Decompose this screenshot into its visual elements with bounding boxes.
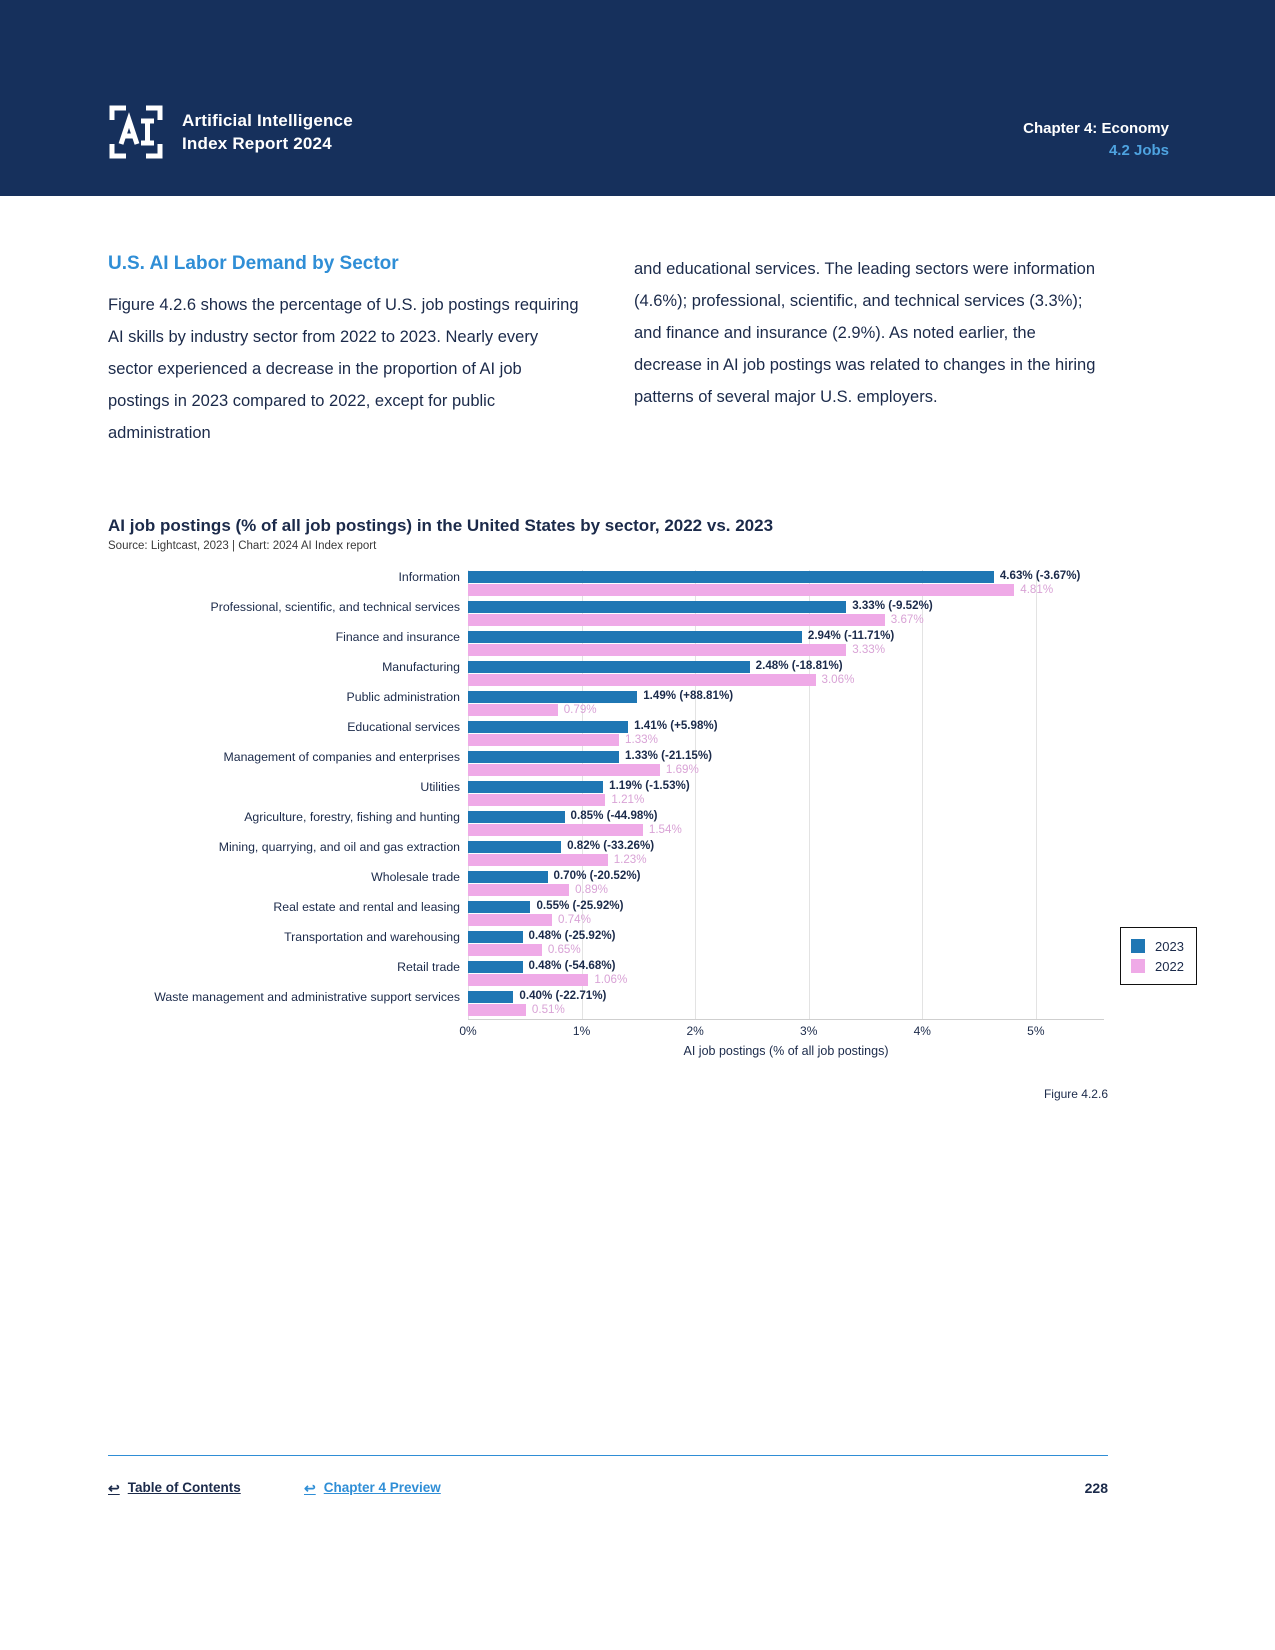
category-label: Professional, scientific, and technical services — [210, 600, 460, 614]
bar-2022 — [468, 614, 885, 626]
category-label: Waste management and administrative support services — [154, 990, 460, 1004]
bar-2023 — [468, 631, 802, 643]
chart-row — [420, 779, 1104, 810]
bar-value-label-2022: 1.33% — [625, 733, 658, 746]
chart-row — [347, 719, 1104, 750]
legend-label-2023: 2023 — [1155, 938, 1184, 954]
bar-2022 — [468, 734, 619, 746]
page-number: 228 — [1084, 1480, 1108, 1496]
right-column — [634, 251, 1108, 449]
category-label: Educational services — [347, 720, 460, 734]
back-arrow-icon: ↩ — [108, 1479, 120, 1496]
bar-chart — [108, 562, 1184, 1101]
chart-row — [397, 959, 1104, 990]
figure-title: AI job postings (% of all job postings) in the United States by sector, 2022 vs. 2023 — [108, 516, 774, 535]
page-header — [0, 0, 1275, 196]
bar-2022 — [468, 974, 588, 986]
chart-row — [371, 869, 1104, 900]
right-body-paragraph: and educational services. The leading sectors were information (4.6%); professional, scientific, and technical services (3.3%); and finance and insurance (2.9%). As noted earlier, the decrease in AI job postings was related to changes in the hiring patterns of several major U.S. employers. — [634, 260, 1096, 406]
bar-value-label-2023: 1.41% (+5.98%) — [634, 719, 718, 732]
bar-value-label-2023: 4.63% (-3.67%) — [999, 569, 1081, 582]
bar-value-label-2023: 0.70% (-20.52%) — [553, 869, 641, 882]
chapter-preview-label: Chapter 4 Preview — [323, 1480, 441, 1495]
bar-value-label-2023: 1.33% (-21.15%) — [625, 749, 713, 762]
category-label: Public administration — [346, 690, 460, 704]
bar-value-label-2023: 0.82% (-33.26%) — [567, 839, 655, 852]
bar-value-label-2022: 0.79% — [563, 703, 597, 716]
bar-2023 — [468, 691, 637, 703]
bar-value-label-2023: 1.19% (-1.53%) — [609, 779, 690, 792]
bar-2022 — [468, 644, 846, 656]
plot-area — [154, 569, 1104, 1020]
bar-2023 — [468, 871, 548, 883]
category-label: Transportation and warehousing — [284, 930, 460, 944]
category-label: Information — [398, 570, 460, 584]
text-columns — [108, 251, 1108, 449]
bar-value-label-2023: 2.48% (-18.81%) — [755, 659, 843, 672]
bar-value-label-2023: 1.49% (+88.81%) — [643, 689, 734, 702]
footer-divider — [108, 1455, 1108, 1456]
bar-value-label-2022: 1.69% — [665, 763, 699, 776]
x-tick-label: 5% — [1027, 1024, 1045, 1038]
header-chapter-info — [1023, 118, 1169, 162]
chart-row — [346, 689, 1104, 720]
category-label: Mining, quarrying, and oil and gas extraction — [218, 840, 460, 854]
x-axis-ticks — [459, 1024, 1104, 1040]
bar-2022 — [468, 584, 1014, 596]
chapter-preview-link[interactable] — [304, 1480, 441, 1495]
report-title-line2: Index Report 2024 — [182, 134, 332, 153]
chart-row — [244, 809, 1104, 840]
bar-2023 — [468, 601, 846, 613]
report-title — [182, 109, 353, 155]
category-label: Finance and insurance — [335, 630, 460, 644]
legend-label-2022: 2022 — [1155, 958, 1184, 974]
bar-value-label-2022: 1.23% — [613, 853, 647, 866]
bar-2022 — [468, 914, 552, 926]
legend-swatch-2023 — [1131, 939, 1145, 953]
category-label: Wholesale trade — [371, 870, 460, 884]
bar-value-label-2023: 0.55% (-25.92%) — [536, 899, 624, 912]
table-of-contents-link[interactable] — [108, 1480, 241, 1495]
bar-2023 — [468, 721, 628, 733]
category-label: Agriculture, forestry, fishing and hunting — [244, 810, 460, 824]
category-label: Manufacturing — [382, 660, 460, 674]
bar-2023 — [468, 901, 530, 913]
bar-2023 — [468, 961, 523, 973]
bar-2022 — [468, 944, 542, 956]
bar-2023 — [468, 991, 513, 1003]
bar-2022 — [468, 1004, 526, 1016]
bar-value-label-2023: 2.94% (-11.71%) — [807, 629, 895, 642]
report-logo — [108, 104, 353, 160]
ai-index-logo-icon — [108, 104, 164, 160]
section-heading: U.S. AI Labor Demand by Sector — [108, 253, 399, 274]
legend-item-2022 — [1131, 956, 1184, 976]
bar-2022 — [468, 764, 660, 776]
bar-value-label-2022: 3.06% — [821, 673, 855, 686]
chart-row — [398, 569, 1104, 600]
legend-item-2023 — [1131, 936, 1184, 956]
bar-value-label-2022: 1.06% — [594, 973, 628, 986]
bar-2022 — [468, 884, 569, 896]
bar-value-label-2022: 4.81% — [1020, 583, 1054, 596]
bar-2022 — [468, 794, 605, 806]
bar-value-label-2022: 0.65% — [547, 943, 581, 956]
x-tick-label: 2% — [686, 1024, 704, 1038]
chart-row — [273, 899, 1104, 930]
category-label: Retail trade — [397, 960, 460, 974]
bar-value-label-2022: 0.51% — [531, 1003, 565, 1016]
bar-2023 — [468, 781, 603, 793]
bar-value-label-2022: 0.74% — [558, 913, 591, 926]
legend-swatch-2022 — [1131, 959, 1145, 973]
x-tick-label: 3% — [800, 1024, 818, 1038]
x-tick-label: 1% — [572, 1024, 591, 1038]
category-label: Utilities — [420, 780, 460, 794]
header-section-label: 4.2 Jobs — [1108, 142, 1169, 159]
header-chapter-label: Chapter 4: Economy — [1023, 120, 1169, 137]
bar-value-label-2023: 0.40% (-22.71%) — [519, 989, 607, 1002]
bar-2022 — [468, 704, 558, 716]
chart-row — [154, 989, 1104, 1020]
table-of-contents-label: Table of Contents — [127, 1480, 241, 1495]
bar-2022 — [468, 824, 643, 836]
chart-row — [382, 659, 1104, 690]
chart-row — [223, 749, 1104, 780]
bar-2022 — [468, 854, 608, 866]
chart-row — [284, 929, 1104, 960]
bar-value-label-2023: 0.48% (-25.92%) — [528, 929, 616, 942]
chart-row — [210, 599, 1104, 630]
page-footer — [108, 1480, 1108, 1504]
x-tick-label: 4% — [913, 1024, 931, 1038]
bar-value-label-2022: 3.33% — [852, 643, 886, 656]
bar-value-label-2022: 3.67% — [890, 613, 924, 626]
category-label: Management of companies and enterprises — [223, 750, 460, 764]
bar-value-label-2023: 3.33% (-9.52%) — [852, 599, 933, 612]
report-title-line1: Artificial Intelligence — [182, 111, 353, 130]
bar-value-label-2022: 1.54% — [648, 823, 682, 836]
bar-2022 — [468, 674, 816, 686]
bar-2023 — [468, 571, 994, 583]
figure-number: Figure 4.2.6 — [1043, 1087, 1108, 1101]
bar-2023 — [468, 751, 619, 763]
chart-legend — [1120, 927, 1197, 985]
chart-row — [335, 629, 1104, 660]
category-label: Real estate and rental and leasing — [273, 900, 460, 914]
figure-source: Source: Lightcast, 2023 | Chart: 2024 AI Index report — [108, 540, 377, 552]
bar-2023 — [468, 931, 523, 943]
bar-2023 — [468, 841, 561, 853]
bar-2023 — [468, 811, 565, 823]
figure-4-2-6 — [108, 516, 1184, 1101]
bar-value-label-2023: 0.48% (-54.68%) — [528, 959, 616, 972]
left-body-paragraph: Figure 4.2.6 shows the percentage of U.S. job postings requiring AI skills by industry sector from 2022 to 2023. Nearly every sector experienced a decrease in the proportion of AI job postings in 2023 compared to 2022, except for public administration — [108, 296, 579, 442]
bar-value-label-2022: 1.21% — [611, 793, 645, 806]
bar-value-label-2023: 0.85% (-44.98%) — [570, 809, 658, 822]
bar-value-label-2022: 0.89% — [575, 883, 608, 896]
back-arrow-icon: ↩ — [304, 1479, 316, 1496]
x-axis-title: AI job postings (% of all job postings) — [683, 1044, 889, 1058]
x-tick-label: 0% — [459, 1024, 477, 1038]
chart-row — [218, 839, 1104, 870]
bar-2023 — [468, 661, 750, 673]
left-column — [108, 251, 582, 449]
